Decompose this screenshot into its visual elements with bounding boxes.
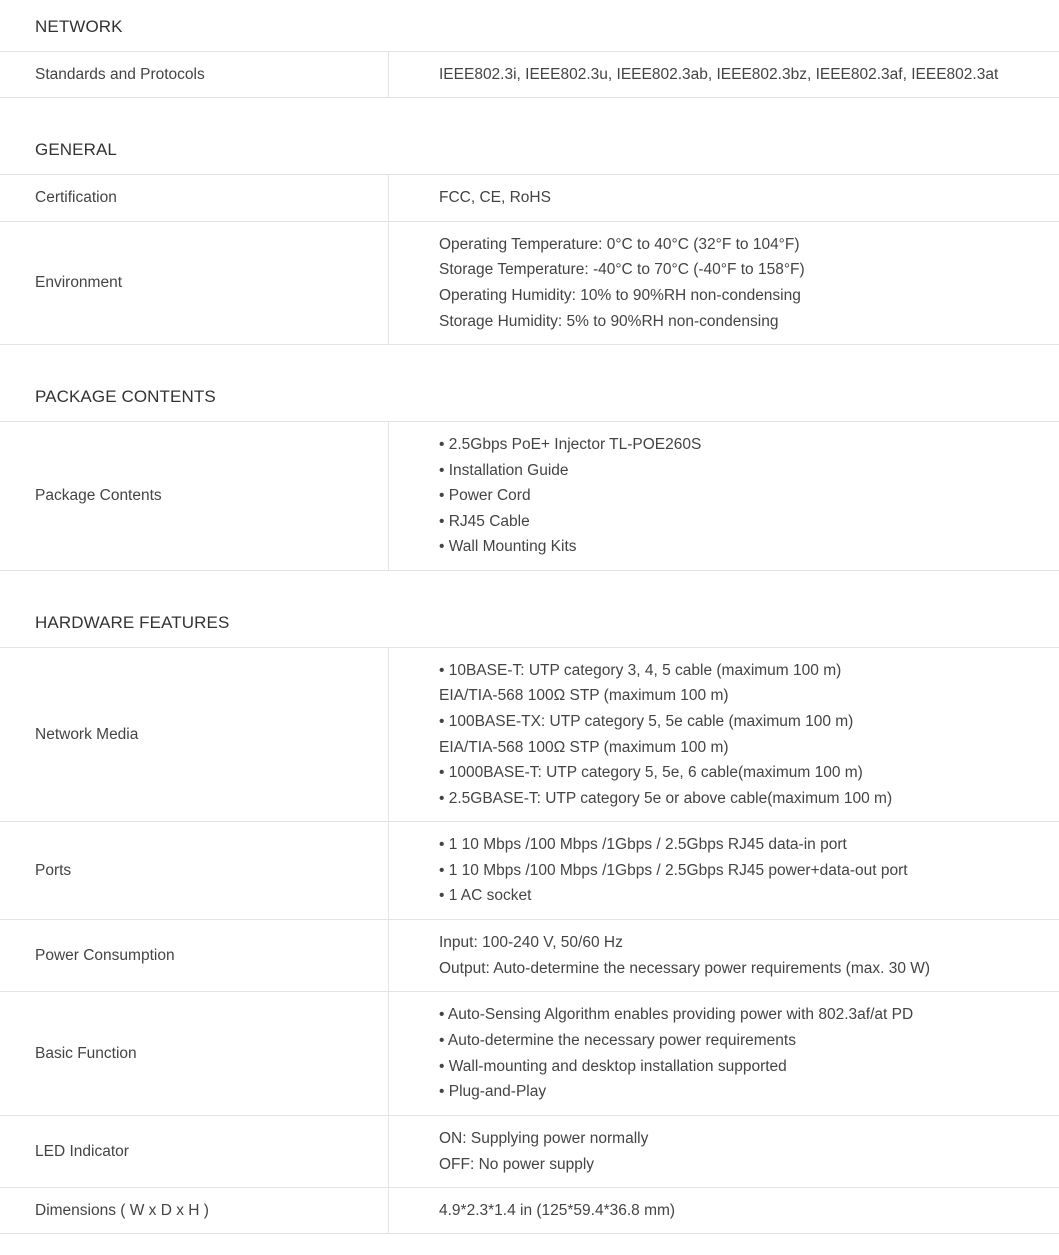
spec-value-line: • 10BASE-T: UTP category 3, 4, 5 cable (maximum 100 m) [439, 661, 842, 679]
spec-label: Network Media [0, 648, 389, 821]
spec-value [389, 52, 1059, 97]
section-spacer [0, 98, 1059, 123]
spec-label: Standards and Protocols [0, 52, 389, 97]
spec-value-line: Storage Temperature: -40°C to 70°C (-40°F to 158°F) [439, 261, 805, 279]
spec-row-basic-function [0, 992, 1059, 1116]
spec-row-package-contents [0, 422, 1059, 571]
section-title: PACKAGE CONTENTS [0, 370, 1059, 422]
spec-row-certification [0, 175, 1059, 222]
spec-row-standards-and-protocols [0, 52, 1059, 98]
spec-value-line: EIA/TIA-568 100Ω STP (maximum 100 m) [439, 687, 729, 705]
spec-label: Dimensions ( W x D x H ) [0, 1188, 389, 1233]
spec-value-line: • Wall-mounting and desktop installation supported [439, 1057, 787, 1075]
spec-value-line: • Power Cord [439, 487, 531, 505]
spec-value-line: • 2.5GBASE-T: UTP category 5e or above cable(maximum 100 m) [439, 789, 893, 807]
spec-value-line: • 1000BASE-T: UTP category 5, 5e, 6 cable(maximum 100 m) [439, 764, 863, 782]
spec-value [389, 1116, 1059, 1187]
spec-label: Basic Function [0, 992, 389, 1115]
spec-section-general [0, 98, 1059, 345]
spec-value-line: • 100BASE-TX: UTP category 5, 5e cable (maximum 100 m) [439, 712, 854, 730]
spec-value-line: • Installation Guide [439, 461, 569, 479]
spec-section-network [0, 0, 1059, 98]
spec-row-dimensions-w-x-d-x-h [0, 1188, 1059, 1234]
spec-value-line: OFF: No power supply [439, 1155, 595, 1173]
spec-value-line: • 1 AC socket [439, 887, 532, 905]
spec-value-line: • 1 10 Mbps /100 Mbps /1Gbps / 2.5Gbps RJ45 data-in port [439, 836, 847, 854]
spec-label: Ports [0, 822, 389, 919]
section-title: NETWORK [0, 0, 1059, 52]
spec-value-line: Storage Humidity: 5% to 90%RH non-condensing [439, 312, 779, 330]
spec-value-line: Input: 100-240 V, 50/60 Hz [439, 933, 623, 951]
spec-value-line: • Plug-and-Play [439, 1083, 547, 1101]
section-spacer [0, 345, 1059, 370]
spec-value-line: ON: Supplying power normally [439, 1129, 649, 1147]
spec-value-line: Output: Auto-determine the necessary power requirements (max. 30 W) [439, 959, 931, 977]
spec-value [389, 175, 1059, 221]
spec-label: Certification [0, 175, 389, 221]
spec-section-package-contents [0, 345, 1059, 571]
section-title: GENERAL [0, 123, 1059, 175]
spec-value-line: Operating Humidity: 10% to 90%RH non-condensing [439, 287, 801, 304]
spec-value-line: • Auto-Sensing Algorithm enables providing power with 802.3af/at PD [439, 1006, 914, 1024]
spec-value-line: • 1 10 Mbps /100 Mbps /1Gbps / 2.5Gbps RJ45 power+data-out port [439, 861, 908, 879]
spec-row-environment [0, 222, 1059, 345]
spec-value-line: EIA/TIA-568 100Ω STP (maximum 100 m) [439, 738, 729, 756]
spec-label: Power Consumption [0, 920, 389, 991]
spec-value-line: • 2.5Gbps PoE+ Injector TL-POE260S [439, 436, 702, 454]
section-title: HARDWARE FEATURES [0, 596, 1059, 648]
section-spacer [0, 571, 1059, 596]
spec-value [389, 992, 1059, 1115]
spec-value [389, 1188, 1059, 1233]
spec-row-led-indicator [0, 1116, 1059, 1188]
spec-section-hardware-features [0, 571, 1059, 1234]
spec-label: Environment [0, 222, 389, 344]
spec-value [389, 422, 1059, 570]
spec-row-ports [0, 822, 1059, 920]
spec-label: Package Contents [0, 422, 389, 570]
spec-value-line: IEEE802.3i, IEEE802.3u, IEEE802.3ab, IEEE802.3bz, IEEE802.3af, IEEE802.3at [439, 65, 999, 83]
spec-value-line: • Auto-determine the necessary power requirements [439, 1031, 796, 1049]
spec-row-network-media [0, 648, 1059, 822]
spec-value-line: FCC, CE, RoHS [439, 189, 551, 207]
spec-value [389, 822, 1059, 919]
spec-label: LED Indicator [0, 1116, 389, 1187]
spec-value [389, 648, 1059, 821]
spec-value-line: • Wall Mounting Kits [439, 538, 577, 556]
spec-value-line: • RJ45 Cable [439, 512, 530, 530]
spec-value-line: Operating Temperature: 0°C to 40°C (32°F to 104°F) [439, 235, 800, 253]
spec-row-power-consumption [0, 920, 1059, 992]
spec-value-line: 4.9*2.3*1.4 in (125*59.4*36.8 mm) [439, 1201, 676, 1219]
spec-value [389, 920, 1059, 991]
spec-value [389, 222, 1059, 344]
